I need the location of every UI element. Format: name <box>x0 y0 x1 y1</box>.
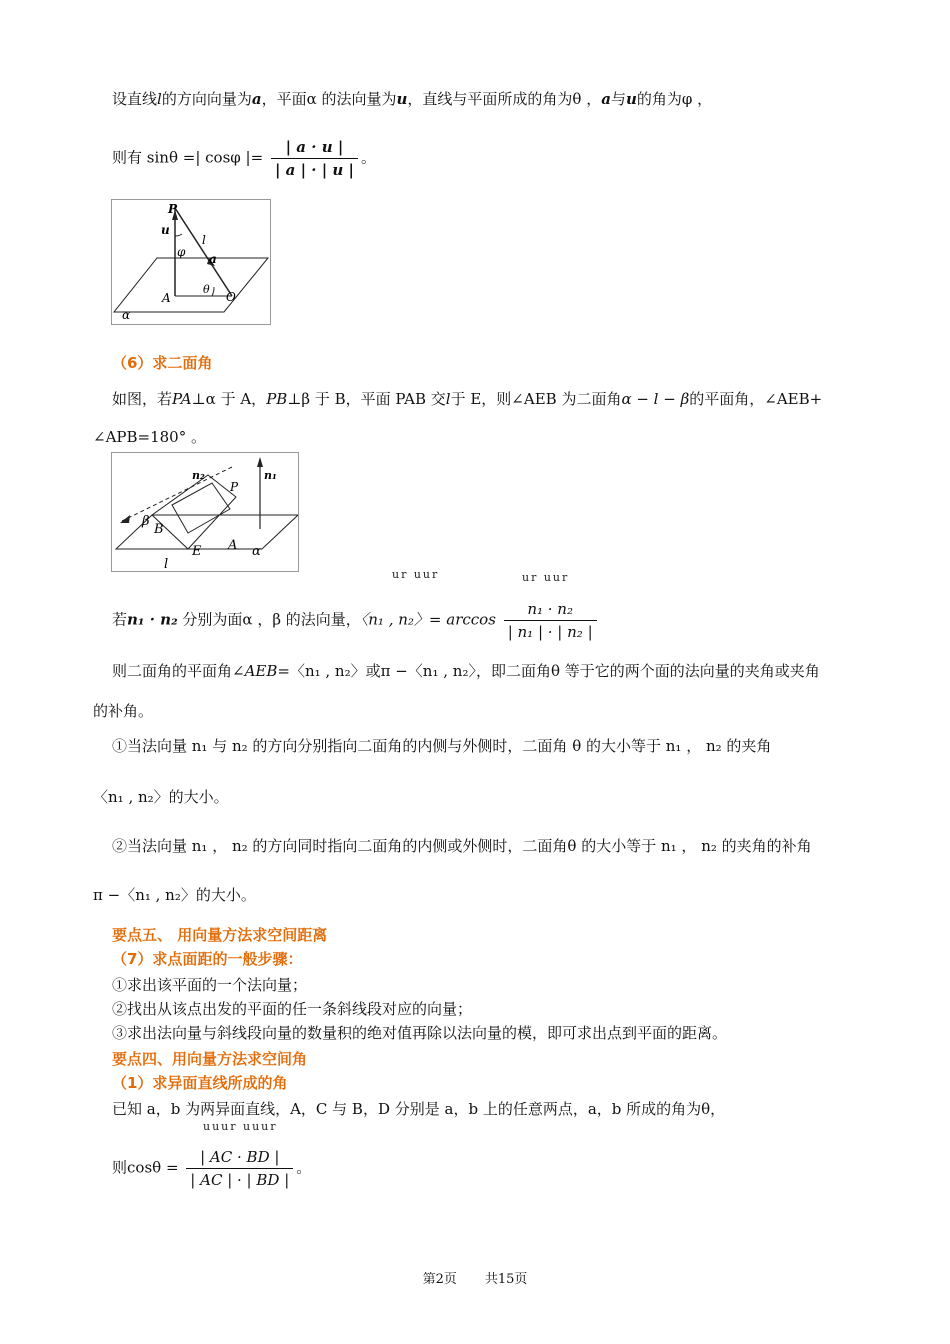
dihedral-expr: α − l − β <box>621 390 690 408</box>
formula-lhs: sinθ =| cosφ |= <box>146 148 264 167</box>
fraction-numerator: | a · u | <box>271 136 358 159</box>
fraction-denominator: | AC | · | BD | <box>190 1171 290 1189</box>
var-PA: PA <box>172 390 192 408</box>
text: ⊥β 于 B，平面 PAB 交 <box>287 390 446 408</box>
fraction <box>271 136 358 181</box>
vector-marks: ur uur <box>392 568 440 581</box>
label-P: P <box>230 480 239 494</box>
angle-expr: 〈n₁ , n₂〉= arccos <box>360 610 496 629</box>
label-l: l <box>164 557 169 571</box>
label-alpha: α <box>122 308 131 322</box>
label-E: E <box>192 544 202 559</box>
step-1: ①求出该平面的一个法向量； <box>112 976 308 994</box>
fraction <box>504 598 597 643</box>
vector-u: u <box>625 90 637 108</box>
step-2: ②找出从该点出发的平面的任一条斜线段对应的向量； <box>112 1000 473 1018</box>
label-beta: β <box>142 514 150 529</box>
sin-formula <box>112 136 376 181</box>
heading-point-plane-distance: （7）求点面距的一般步骤： <box>112 950 303 968</box>
fraction <box>186 1146 293 1191</box>
vector-marks: uuur uuur <box>203 1120 278 1133</box>
heading-dihedral-angle: （6）求二面角 <box>112 354 213 372</box>
figure-drawing <box>112 453 298 571</box>
label-u: u <box>161 223 170 237</box>
vectors-n1-n2: n₁ · n₂ <box>127 610 178 629</box>
text: 设直线 <box>112 90 158 108</box>
label-alpha: α <box>252 544 261 559</box>
vector-u: u <box>396 90 408 108</box>
skew-lines-text: 已知 a，b 为两异面直线，A，C 与 B，D 分别是 a，b 上的任意两点，a，b 所成的角为θ， <box>112 1100 726 1118</box>
fraction-denominator: | n₁ | · | n₂ | <box>507 623 593 641</box>
page-footer <box>0 1268 950 1287</box>
heading-space-distance: 要点五、 用向量方法求空间距离 <box>112 926 328 944</box>
text: 分别为面α ，β 的法向量， <box>182 610 361 629</box>
text: 的方向向量为 <box>161 90 252 108</box>
label-O: O <box>226 290 236 304</box>
text: ，直线与平面所成的角为θ ， <box>407 90 602 108</box>
figure-drawing <box>112 200 270 324</box>
case2-line2: π −〈n₁ , n₂〉的大小。 <box>93 886 256 904</box>
case2-line1: ②当法向量 n₁ ， n₂ 的方向同时指向二面角的内侧或外侧时，二面角θ 的大小等于 n₁ ， n₂ 的夹角的补角 <box>112 837 812 855</box>
text: 。 <box>296 1158 312 1177</box>
text: 如图，若 <box>112 390 173 408</box>
normal-vector-formula <box>112 598 600 643</box>
text: 则有 <box>112 148 143 167</box>
page-number: 第2页 <box>422 1272 457 1287</box>
label-n1: n₁ <box>264 469 277 482</box>
figure-dihedral-angle <box>111 452 299 572</box>
text: 的平面角，∠AEB+ <box>689 390 823 408</box>
vector-a: a <box>601 90 611 108</box>
label-B: B <box>154 522 164 537</box>
vector-a: a <box>251 90 262 108</box>
label-a: a <box>209 252 217 266</box>
dihedral-normal-relation-line1 <box>112 660 820 682</box>
dihedral-paragraph-line1 <box>112 388 822 410</box>
fraction-denominator: | a | · | u | <box>274 161 354 179</box>
cos-formula <box>112 1146 311 1191</box>
case1-line2: 〈n₁ , n₂〉的大小。 <box>93 788 229 806</box>
text: 与 <box>610 90 626 108</box>
label-P: P <box>168 202 178 216</box>
dihedral-normal-relation-line2: 的补角。 <box>93 702 154 720</box>
dihedral-paragraph-line2: ∠APB=180° 。 <box>93 428 206 446</box>
heading-space-angle: 要点四、用向量方法求空间角 <box>112 1050 308 1068</box>
text: 则二面角的平面角∠ <box>112 662 245 680</box>
var-PB: PB <box>266 390 288 408</box>
text: 。 <box>360 148 376 167</box>
var-l: l <box>445 390 451 408</box>
page-total: 共15页 <box>484 1272 528 1287</box>
text: 则 <box>112 1158 128 1177</box>
line-plane-definition <box>112 88 712 110</box>
text: ⊥α 于 A， <box>191 390 267 408</box>
step-3: ③求出法向量与斜线段向量的数量积的绝对值再除以法向量的模，即可求出点到平面的距离。 <box>112 1024 728 1042</box>
vector-marks: ur uur <box>522 571 570 584</box>
label-A: A <box>228 538 238 553</box>
text: 若 <box>112 610 128 629</box>
fraction-numerator: | AC · BD | <box>186 1146 293 1169</box>
text: ，平面α 的法向量为 <box>261 90 397 108</box>
label-n2: n₂ <box>192 469 205 482</box>
var-l: l <box>157 90 162 108</box>
label-theta: θ <box>203 283 210 296</box>
text: 的角为φ ， <box>636 90 713 108</box>
label-l: l <box>202 233 206 247</box>
case1-line1: ①当法向量 n₁ 与 n₂ 的方向分别指向二面角的内侧与外侧时，二面角 θ 的大小等于 n₁ ， n₂ 的夹角 <box>112 737 772 755</box>
heading-skew-lines-angle: （1）求异面直线所成的角 <box>112 1074 288 1092</box>
label-phi: φ <box>177 245 186 259</box>
text: =〈n₁ , n₂〉或π −〈n₁ , n₂〉，即二面角θ 等于它的两个面的法向量的夹角或夹角 <box>277 662 820 680</box>
text: 于 E，则∠AEB 为二面角 <box>450 390 622 408</box>
fraction-numerator: n₁ · n₂ <box>504 598 597 621</box>
var-AEB: AEB <box>244 662 278 680</box>
label-A: A <box>162 291 171 305</box>
figure-line-plane-angle <box>111 199 271 325</box>
formula-lhs: cosθ = <box>127 1158 179 1177</box>
